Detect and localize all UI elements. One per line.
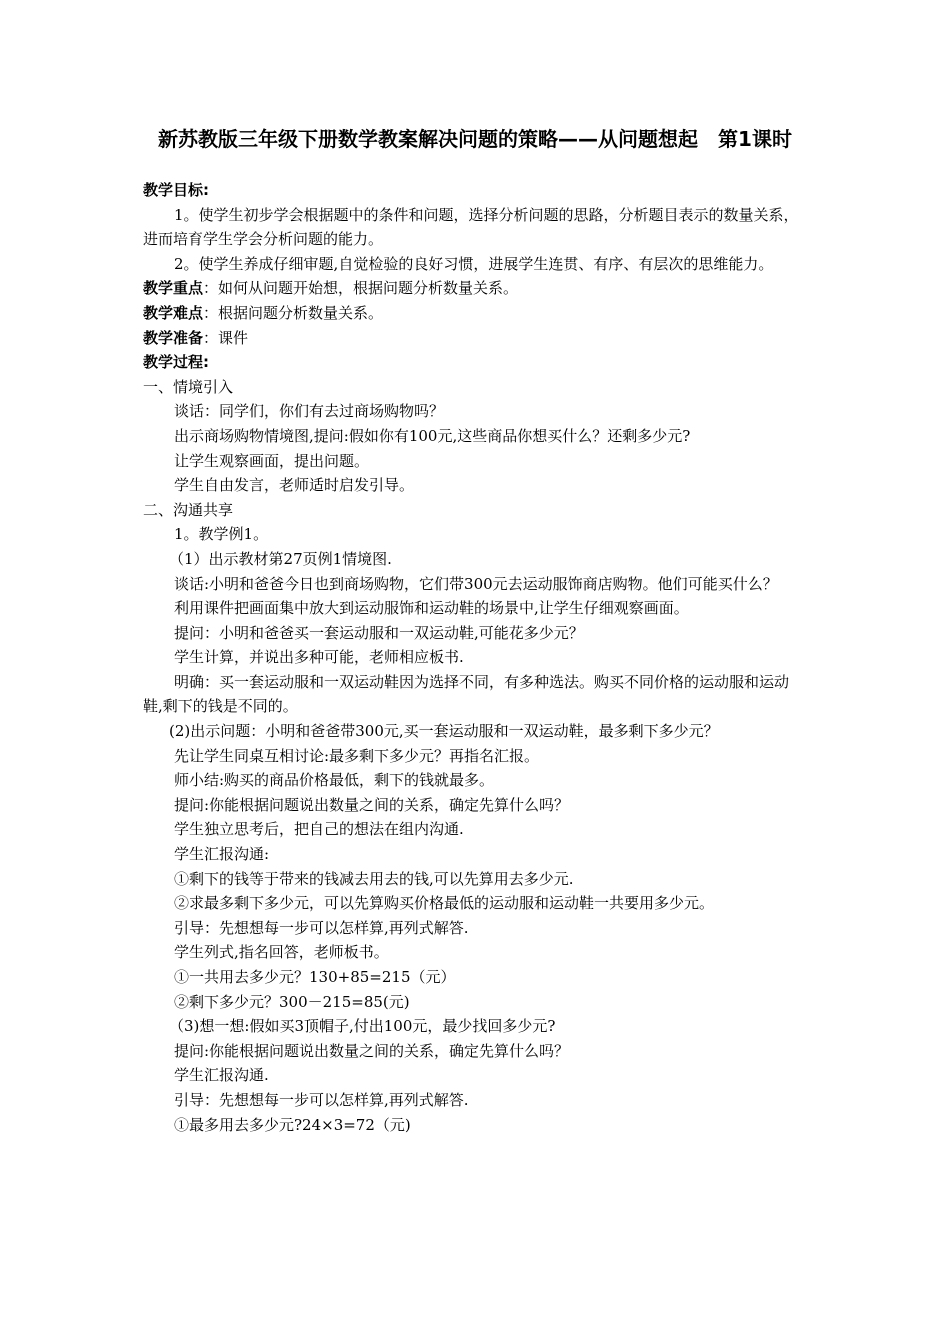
process-line: 谈话：同学们，你们有去过商场购物吗？: [174, 402, 445, 421]
process-line: 师小结:购买的商品价格最低，剩下的钱就最多。: [174, 771, 495, 790]
difficulty-text: ：根据问题分析数量关系。: [203, 303, 384, 322]
difficulty-point: [143, 301, 808, 326]
goal-2: 2。使学生养成仔细审题,自觉检验的良好习惯，进展学生连贯、有序、有层次的思维能力。: [174, 254, 774, 273]
key-label: 教学重点: [143, 279, 204, 298]
process-line: 明确：买一套运动服和一双运动鞋因为选择不同，有多种选法。购买不同价格的运动服和运动鞋,剩下的钱是不同的。: [143, 672, 790, 716]
difficulty-label: 教学难点: [143, 303, 204, 322]
document-title: 新苏教版三年级下册数学教案解决问题的策略——从问题想起 第1课时: [158, 127, 792, 151]
document-body: [143, 178, 808, 1137]
process-line: 一、情境引入: [143, 377, 234, 396]
goal-1: 1。使学生初步学会根据题中的条件和问题，选择分析问题的思路，分析题目表示的数量关系，进而培育学生学会分析问题的能力。: [143, 205, 799, 249]
process-line: 学生列式,指名回答，老师板书。: [174, 943, 389, 962]
prep-text: ：课件: [203, 328, 249, 347]
process-line: 1。教学例1。: [174, 525, 269, 544]
process-line: 引导：先想想每一步可以怎样算,再列式解答.: [174, 918, 469, 937]
process-line: ①最多用去多少元?24×3=72（元): [174, 1115, 411, 1134]
process-line: 学生独立思考后，把自己的想法在组内沟通.: [174, 820, 464, 839]
key-text: ：如何从问题开始想，根据问题分析数量关系。: [203, 279, 519, 298]
process-line: 学生汇报沟通.: [174, 1066, 269, 1085]
process-line: ②求最多剩下多少元，可以先算购买价格最低的运动服和运动鞋一共要用多少元。: [174, 894, 715, 913]
process-line: 二、沟通共享: [143, 500, 234, 519]
process-label: 教学过程:: [143, 353, 209, 372]
process-line: 让学生观察画面，提出问题。: [174, 451, 370, 470]
process-line: 提问:你能根据问题说出数量之间的关系，确定先算什么吗？: [174, 1041, 570, 1060]
process-line: ①一共用去多少元？130+85=215（元）: [174, 968, 456, 986]
process-lines: [143, 375, 808, 1137]
process-line: 学生自由发言，老师适时启发引导。: [174, 476, 415, 495]
process-line: (2)出示问题：小明和爸爸带300元,买一套运动服和一双运动鞋，最多剩下多少元？: [169, 722, 719, 741]
key-point: [143, 276, 808, 301]
process-line: ①剩下的钱等于带来的钱减去用去的钱,可以先算用去多少元.: [174, 869, 574, 888]
process-line: （3)想一想:假如买3顶帽子,付出100元，最少找回多少元?: [169, 1017, 556, 1036]
process-heading: [143, 350, 808, 375]
process-line: 学生计算，并说出多种可能，老师相应板书.: [174, 648, 464, 667]
process-line: 利用课件把画面集中放大到运动服饰和运动鞋的场景中,让学生仔细观察画面。: [174, 599, 689, 618]
process-line: 谈话:小明和爸爸今日也到商场购物，它们带300元去运动服饰商店购物。他们可能买什么？: [174, 574, 778, 593]
process-line: 提问：小明和爸爸买一套运动服和一双运动鞋,可能花多少元？: [174, 623, 584, 642]
process-line: （1）出示教材第27页例1情境图.: [169, 549, 392, 568]
process-line: 出示商场购物情境图,提问:假如你有100元,这些商品你想买什么？还剩多少元?: [174, 426, 691, 445]
process-line: 引导：先想想每一步可以怎样算,再列式解答.: [174, 1090, 469, 1109]
process-line: 学生汇报沟通:: [174, 845, 270, 864]
prep-label: 教学准备: [143, 328, 204, 347]
goals-heading: [143, 178, 808, 203]
goals-label: 教学目标:: [143, 181, 209, 199]
process-line: ②剩下多少元？300－215=85(元): [174, 992, 410, 1011]
process-line: 提问:你能根据问题说出数量之间的关系，确定先算什么吗？: [174, 795, 570, 814]
preparation: [143, 326, 808, 351]
process-line: 先让学生同桌互相讨论:最多剩下多少元？再指名汇报。: [174, 746, 540, 765]
